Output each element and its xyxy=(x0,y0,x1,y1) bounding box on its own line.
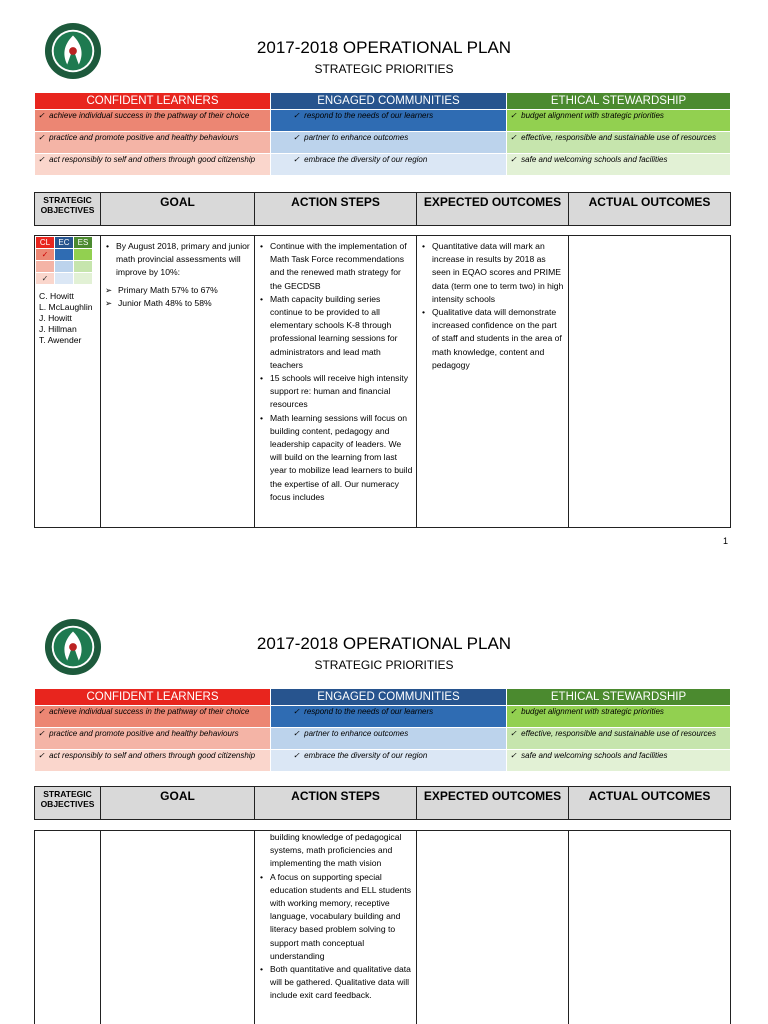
action-step-continued: building knowledge of pedagogical systems, math proficiencies and implementing the math vision xyxy=(270,832,402,869)
ethical-stewardship-header: ETHICAL STEWARDSHIP xyxy=(507,93,731,110)
expected-outcome-1: • Quantitative data will mark an increase in results by 2018 as seen in EQAO scores and PRIME data (term one to term two) in high intensity schools xyxy=(432,240,565,306)
check-icon: ✓ xyxy=(510,111,517,120)
name-5: T. Awender xyxy=(39,335,82,345)
confident-learners-header: CONFIDENT LEARNERS xyxy=(35,93,271,110)
es-item-2: effective, responsible and sustainable use of resources xyxy=(521,133,716,142)
cl-item-1: achieve individual success in the pathway of their choice xyxy=(49,111,250,120)
es-item-2: effective, responsible and sustainable use of resources xyxy=(521,729,716,738)
header-actual-outcomes: ACTUAL OUTCOMES xyxy=(569,787,731,820)
page-2 xyxy=(0,596,768,1024)
header-actual-outcomes: ACTUAL OUTCOMES xyxy=(569,193,731,226)
check-icon: ✓ xyxy=(36,273,55,285)
check-icon: ✓ xyxy=(293,133,300,142)
check-icon: ✓ xyxy=(38,155,45,164)
es-item-1: budget alignment with strategic priorities xyxy=(521,707,664,716)
action-step-6: • Both quantitative and qualitative data will be gathered. Qualitative data will include exit card feedback. xyxy=(270,963,413,1003)
header-goal: GOAL xyxy=(101,787,255,820)
ec-item-1: respond to the needs of our learners xyxy=(304,707,434,716)
check-icon: ✓ xyxy=(293,707,300,716)
ec-item-2: partner to enhance outcomes xyxy=(304,729,409,738)
goal-text: • By August 2018, primary and junior math provincial assessments will improve by 10%: xyxy=(116,240,251,280)
header-strategic-objectives: STRATEGIC OBJECTIVES xyxy=(35,787,101,820)
check-icon: ✓ xyxy=(293,155,300,164)
page-subtitle: STRATEGIC PRIORITIES xyxy=(314,658,454,672)
cl-item-2: practice and promote positive and healthy behaviours xyxy=(49,133,239,142)
action-step-4: • Math learning sessions will focus on building content, pedagogy and leadership capacity of leaders. We will build on the learning from last year to mobilize lead learners to build the expertise of all. Our numeracy focus includes xyxy=(270,412,413,504)
name-2: L. McLaughlin xyxy=(39,302,93,312)
goal-cell xyxy=(101,831,255,1024)
check-icon: ✓ xyxy=(510,707,517,716)
goal-cell xyxy=(101,236,255,528)
header-strategic-objectives: STRATEGIC OBJECTIVES xyxy=(35,193,101,226)
priority-checkbox-grid xyxy=(35,236,93,285)
check-icon: ✓ xyxy=(36,249,55,261)
action-step-1: • Continue with the implementation of Math Task Force recommendations and the renewed math strategy for the GECDSB xyxy=(270,240,413,293)
check-icon: ✓ xyxy=(293,111,300,120)
check-icon: ✓ xyxy=(38,707,45,716)
header-expected-outcomes: EXPECTED OUTCOMES xyxy=(417,787,569,820)
ec-item-3: embrace the diversity of our region xyxy=(304,751,428,760)
es-label: ES xyxy=(73,237,92,249)
check-icon: ✓ xyxy=(293,729,300,738)
check-icon: ✓ xyxy=(38,133,45,142)
check-icon: ✓ xyxy=(38,729,45,738)
header-action-steps: ACTION STEPS xyxy=(255,193,417,226)
cl-item-3: act responsibly to self and others through good citizenship xyxy=(49,751,256,760)
check-icon: ✓ xyxy=(510,729,517,738)
ec-item-1: respond to the needs of our learners xyxy=(304,111,434,120)
ethical-stewardship-header: ETHICAL STEWARDSHIP xyxy=(507,689,731,706)
cl-item-2: practice and promote positive and healthy behaviours xyxy=(49,729,239,738)
engaged-communities-header: ENGAGED COMMUNITIES xyxy=(271,689,507,706)
page-subtitle: STRATEGIC PRIORITIES xyxy=(314,62,454,76)
check-icon: ✓ xyxy=(38,111,45,120)
check-icon: ✓ xyxy=(510,133,517,142)
strategic-objectives-cell xyxy=(35,831,101,1024)
plan-body-table xyxy=(34,830,731,1024)
action-step-5: • A focus on supporting special education students and ELL students with working memory, receptive language, vocabulary building and literacy based problem solving to support math conceptual understanding xyxy=(270,871,413,963)
ec-label: EC xyxy=(54,237,73,249)
es-item-3: safe and welcoming schools and facilities xyxy=(521,751,668,760)
header-action-steps: ACTION STEPS xyxy=(255,787,417,820)
ec-item-2: partner to enhance outcomes xyxy=(304,133,409,142)
name-1: C. Howitt xyxy=(39,291,74,301)
action-step-2: • Math capacity building series continue to be provided to all elementary schools K-8 through professional learning sessions for administrators and lead math teachers xyxy=(270,293,413,372)
page-title: 2017-2018 OPERATIONAL PLAN xyxy=(256,38,512,57)
check-icon: ✓ xyxy=(510,155,517,164)
strategic-priorities-table xyxy=(34,92,731,176)
engaged-communities-header: ENGAGED COMMUNITIES xyxy=(271,93,507,110)
expected-outcomes-cell xyxy=(417,831,569,1024)
plan-body-table xyxy=(34,235,731,528)
lead-names xyxy=(35,291,100,346)
name-4: J. Hillman xyxy=(39,324,77,334)
plan-header-table xyxy=(34,192,731,226)
check-icon: ✓ xyxy=(510,751,517,760)
actual-outcomes-cell xyxy=(569,831,731,1024)
action-steps-cell xyxy=(255,236,417,528)
ec-item-3: embrace the diversity of our region xyxy=(304,155,428,164)
cl-item-3: act responsibly to self and others through good citizenship xyxy=(49,155,256,164)
goal-sub-1: ➢ Primary Math 57% to 67% xyxy=(118,284,251,297)
es-item-3: safe and welcoming schools and facilities xyxy=(521,155,668,164)
plan-header-table xyxy=(34,786,731,820)
action-step-3: • 15 schools will receive high intensity support re: human and financial resources xyxy=(270,372,413,412)
strategic-priorities-table xyxy=(34,688,731,772)
cl-label: CL xyxy=(36,237,55,249)
header-expected-outcomes: EXPECTED OUTCOMES xyxy=(417,193,569,226)
goal-sub-2: ➢ Junior Math 48% to 58% xyxy=(118,297,251,310)
expected-outcome-2: • Qualitative data will demonstrate increased confidence on the part of staff and students in the area of math knowledge, content and pedagogy xyxy=(432,306,565,372)
expected-outcomes-cell xyxy=(417,236,569,528)
name-3: J. Howitt xyxy=(39,313,72,323)
actual-outcomes-cell xyxy=(569,236,731,528)
header-goal: GOAL xyxy=(101,193,255,226)
cl-item-1: achieve individual success in the pathway of their choice xyxy=(49,707,250,716)
page-title: 2017-2018 OPERATIONAL PLAN xyxy=(256,634,512,653)
confident-learners-header: CONFIDENT LEARNERS xyxy=(35,689,271,706)
es-item-1: budget alignment with strategic priorities xyxy=(521,111,664,120)
action-steps-cell xyxy=(255,831,417,1024)
check-icon: ✓ xyxy=(293,751,300,760)
page-number: 1 xyxy=(722,536,728,546)
strategic-objectives-cell xyxy=(35,236,101,528)
check-icon: ✓ xyxy=(38,751,45,760)
